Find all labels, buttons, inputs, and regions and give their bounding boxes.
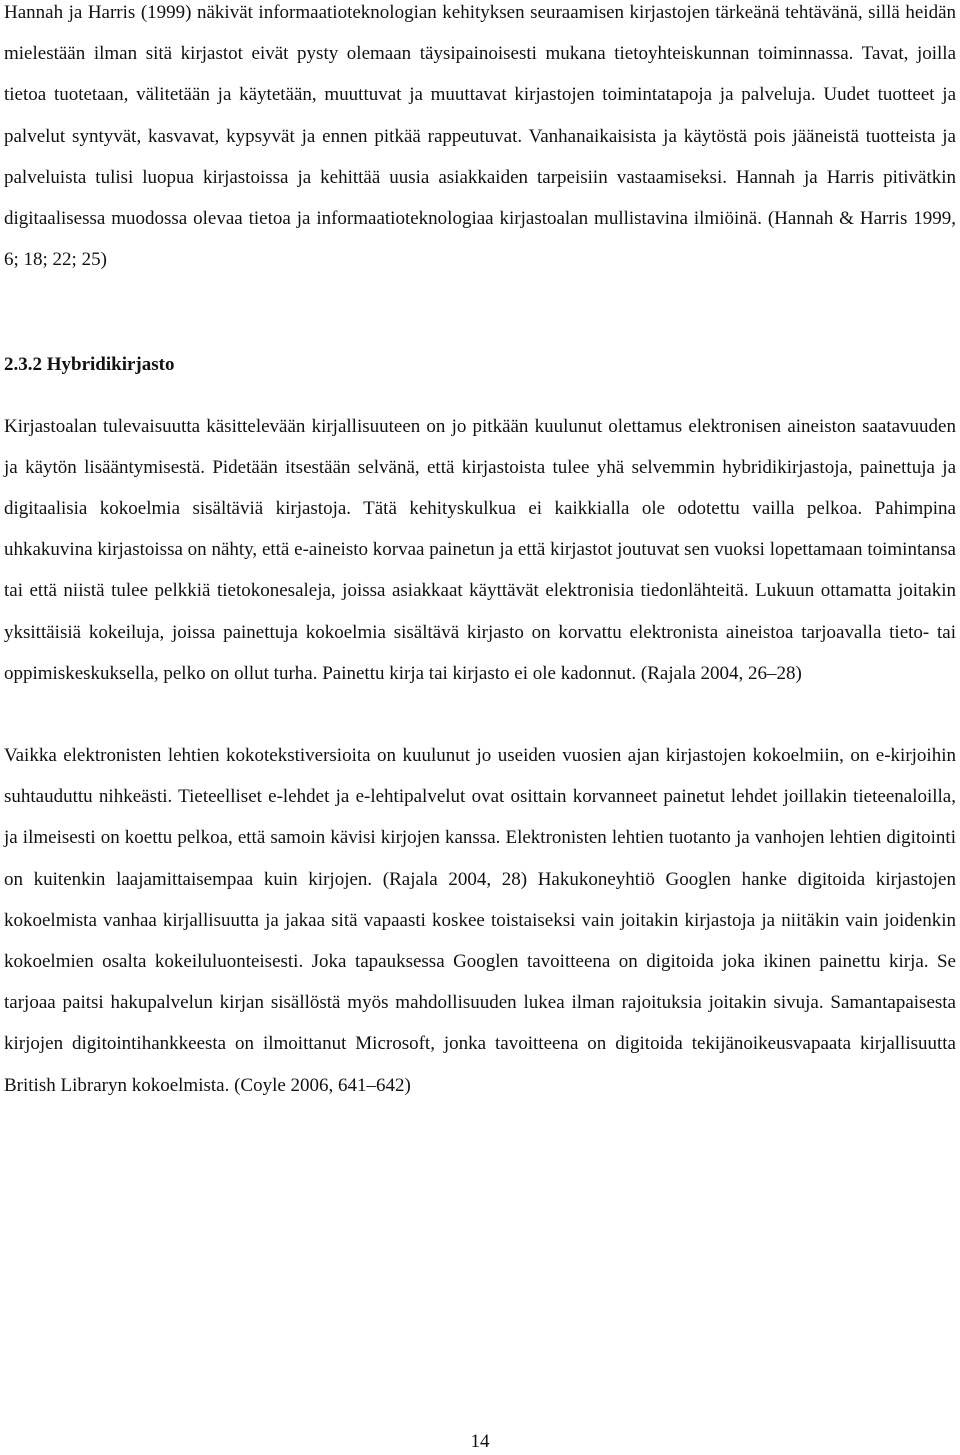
body-paragraph-3: Vaikka elektronisten lehtien kokotekstiversioita on kuulunut jo useiden vuosien ajan kirjastojen kokoelmiin, on e-kirjoihin suhtauduttu nihkeästi. Tieteelliset e-lehdet ja e-lehtipalvelut ovat osittain korvanneet painetut lehdet joillakin tieteenaloilla, ja ilmeisesti on koettu pelkoa, että samoin kävisi kirjojen kanssa. Elektronisten lehtien tuotanto ja vanhojen lehtien digitointi on kuitenkin laajamittaisempaa kuin kirjojen. (Rajala 2004, 28) Hakukoneyhtiö Googlen hanke digitoida kirjastojen kokoelmista vanhaa kirjallisuutta ja jakaa sitä vapaasti koskee toistaiseksi vain joitakin kirjastoja ja niitäkin vain joidenkin kokoelmien osalta kokeiluluonteisesti. Joka tapauksessa Googlen tavoitteena on digitoida joka ikinen painettu kirja. Se tarjoaa paitsi hakupalvelun kirjan sisällöstä myös mahdollisuuden lukea ilman rajoituksia joitakin sivuja. Samantapaisesta kirjojen digitointihankkeesta on ilmoittanut Microsoft, jonka tavoitteena on digitoida tekijänoikeusvapaata kirjallisuutta British Libraryn kokoelmista. (Coyle 2006, 641–642) [4, 745, 956, 1096]
body-paragraph-2: Kirjastoalan tulevaisuutta käsittelevään kirjallisuuteen on jo pitkään kuulunut olettamus elektronisen aineiston saatavuuden ja käytön lisääntymisestä. Pidetään itsestään selvänä, että kirjastoista tulee yhä selvemmin hybridikirjastoja, painettuja ja digitaalisia kokoelmia sisältäviä kirjastoja. Tätä kehityskulkua ei kaikkialla ole odotettu vailla pelkoa. Pahimpina uhkakuvina kirjastoissa on nähty, että e-aineisto korvaa painetun ja että kirjastot joutuvat sen vuoksi lopettamaan toimintansa tai että niistä tulee pelkkiä tietokonesaleja, joissa asiakkaat käyttävät elektronisia tiedonlähteitä. Lukuun ottamatta joitakin yksittäisiä kokeiluja, joissa painettuja kokoelmia sisältävä kirjasto on korvattu elektronista aineistoa tarjoavalla tieto- tai oppimiskeskuksella, pelko on ollut turha. Painettu kirja tai kirjasto ei ole kadonnut. (Rajala 2004, 26–28) [4, 415, 956, 684]
page-number: 14 [470, 1431, 490, 1452]
document-page [4, 0, 956, 1106]
body-paragraph-1: Hannah ja Harris (1999) näkivät informaatioteknologian kehityksen seuraamisen kirjastojen tärkeänä tehtävänä, sillä heidän mielestään ilman sitä kirjastot eivät pysty olemaan täysipainoisesti mukana tietoyhteiskunnan toiminnassa. Tavat, joilla tietoa tuotetaan, välitetään ja käytetään, muuttuvat ja muuttavat kirjastojen toimintatapoja ja palveluja. Uudet tuotteet ja palvelut syntyvät, kasvavat, kypsyvät ja ennen pitkää rappeutuvat. Vanhanaikaisista ja käytöstä pois jääneistä tuotteista ja palveluista tulisi luopua kirjastoissa ja kehittää uusia asiakkaiden tarpeisiin vastaamiseksi. Hannah ja Harris pitivätkin digitaalisessa muodossa olevaa tietoa ja informaatioteknologiaa kirjastoalan mullistavina ilmiöinä. (Hannah & Harris 1999, 6; 18; 22; 25) [4, 2, 956, 271]
section-heading: 2.3.2 Hybridikirjasto [4, 354, 175, 376]
